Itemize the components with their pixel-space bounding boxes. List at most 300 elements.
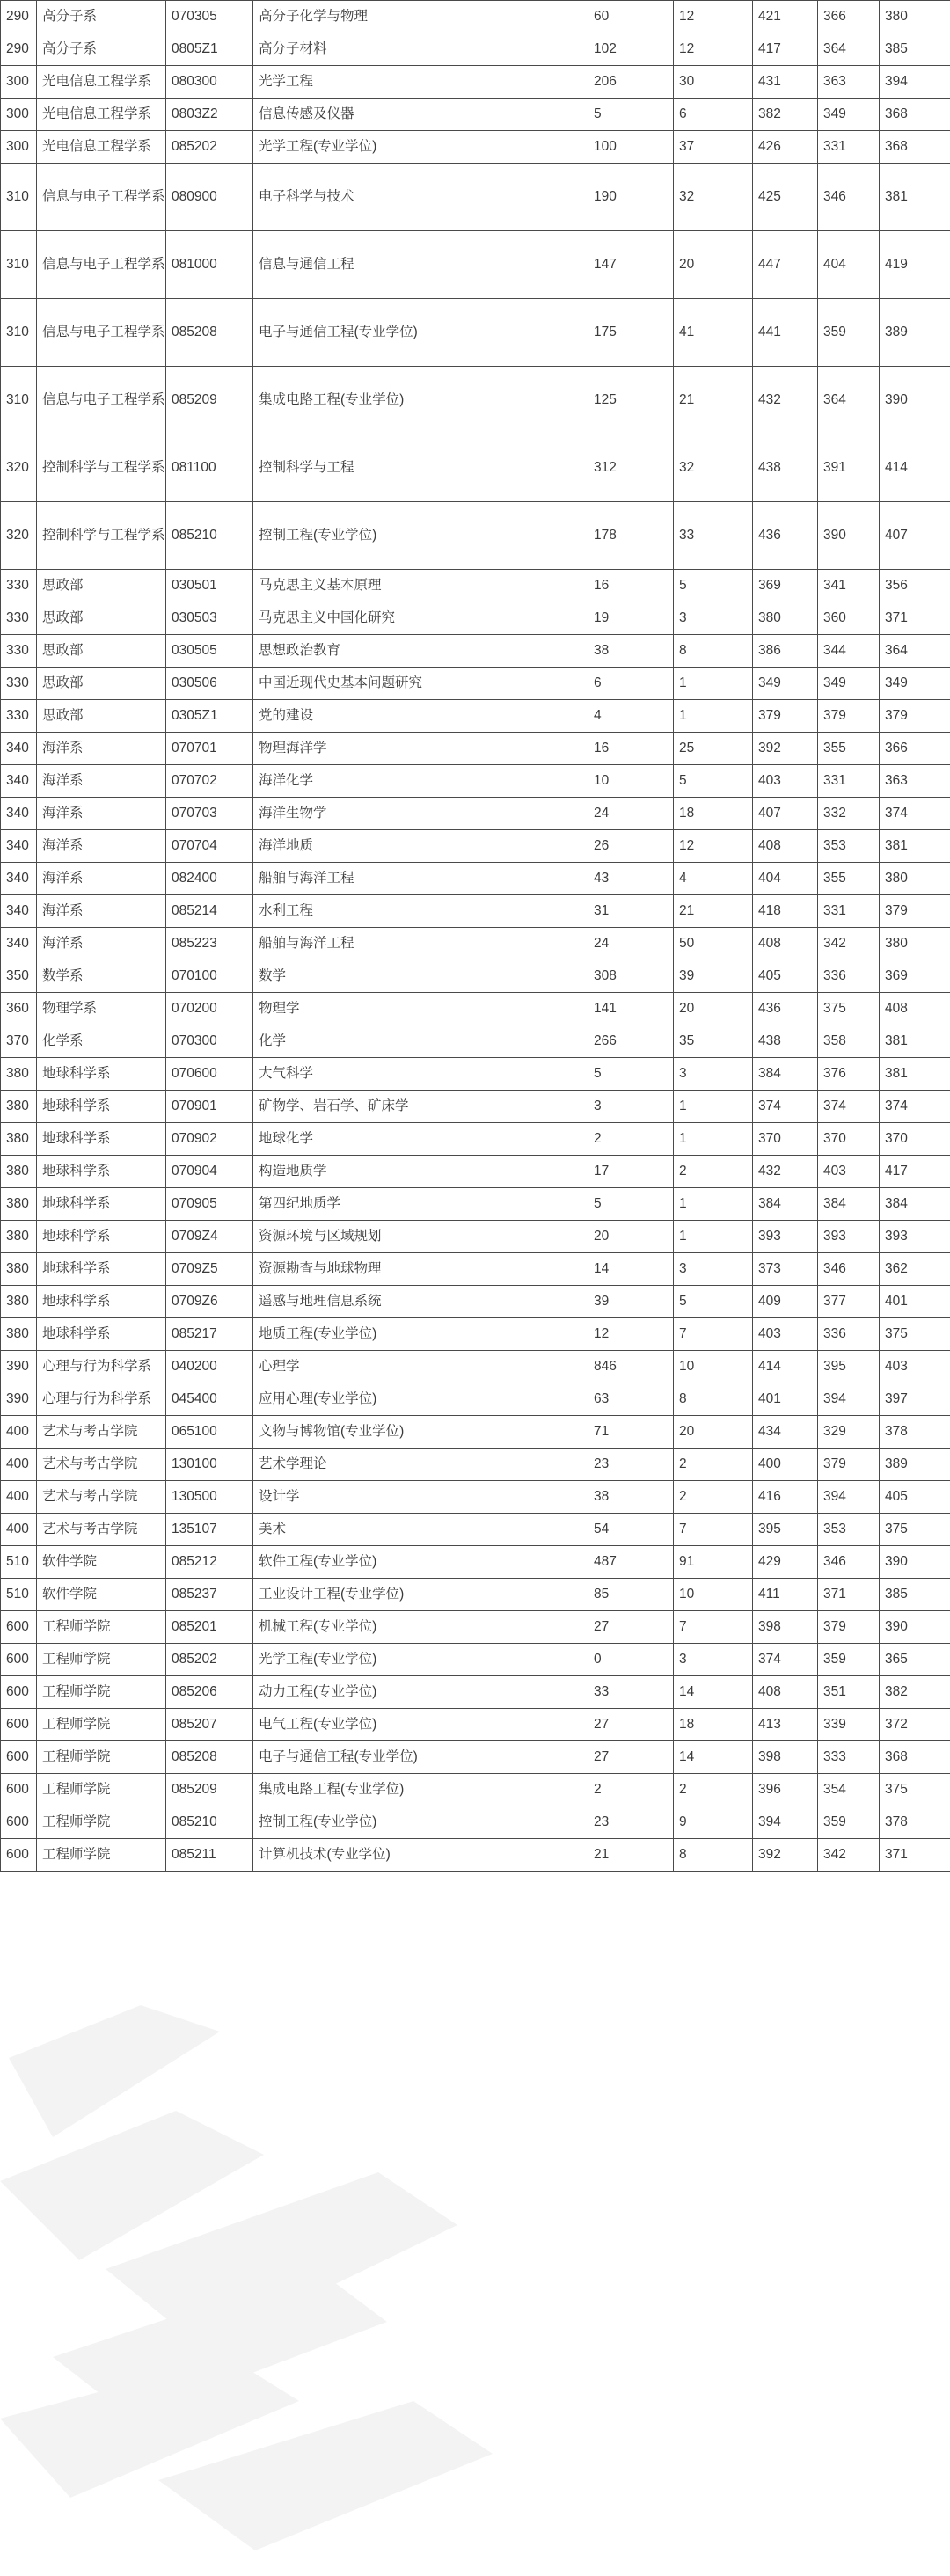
cell-applied: 147 xyxy=(588,231,674,299)
cell-applied: 14 xyxy=(588,1253,674,1286)
cell-high: 384 xyxy=(753,1188,818,1221)
table-row xyxy=(1,66,950,99)
cell-major_code: 085212 xyxy=(166,1546,253,1579)
cell-dept: 地球科学系 xyxy=(37,1156,166,1188)
cell-major_code: 085211 xyxy=(166,1839,253,1872)
cell-avg: 389 xyxy=(880,299,950,367)
cell-avg: 379 xyxy=(880,895,950,928)
cell-major: 控制工程(专业学位) xyxy=(253,502,588,570)
cell-code: 510 xyxy=(1,1579,37,1611)
cell-major_code: 070200 xyxy=(166,993,253,1025)
cell-major_code: 130500 xyxy=(166,1481,253,1514)
cell-low: 349 xyxy=(818,99,880,131)
cell-high: 432 xyxy=(753,367,818,434)
cell-dept: 工程师学院 xyxy=(37,1611,166,1644)
cell-code: 600 xyxy=(1,1709,37,1741)
cell-low: 346 xyxy=(818,164,880,231)
cell-code: 290 xyxy=(1,1,37,33)
cell-dept: 地球科学系 xyxy=(37,1188,166,1221)
cell-major: 物理海洋学 xyxy=(253,733,588,765)
table-row xyxy=(1,1091,950,1123)
cell-major_code: 085217 xyxy=(166,1318,253,1351)
cell-major: 美术 xyxy=(253,1514,588,1546)
cell-major: 电子与通信工程(专业学位) xyxy=(253,1741,588,1774)
cell-major_code: 0709Z5 xyxy=(166,1253,253,1286)
cell-major: 船舶与海洋工程 xyxy=(253,928,588,960)
cell-low: 331 xyxy=(818,895,880,928)
cell-low: 394 xyxy=(818,1481,880,1514)
cell-admitted: 21 xyxy=(674,895,753,928)
cell-major_code: 085209 xyxy=(166,367,253,434)
cell-major: 海洋化学 xyxy=(253,765,588,798)
table-row xyxy=(1,502,950,570)
cell-dept: 思政部 xyxy=(37,635,166,668)
cell-major_code: 085207 xyxy=(166,1709,253,1741)
cell-low: 358 xyxy=(818,1025,880,1058)
table-row xyxy=(1,367,950,434)
table-row xyxy=(1,1546,950,1579)
table-row xyxy=(1,1123,950,1156)
table-row xyxy=(1,863,950,895)
cell-avg: 385 xyxy=(880,1579,950,1611)
cell-admitted: 33 xyxy=(674,502,753,570)
cell-dept: 高分子系 xyxy=(37,33,166,66)
cell-admitted: 6 xyxy=(674,99,753,131)
cell-applied: 190 xyxy=(588,164,674,231)
cell-major_code: 070904 xyxy=(166,1156,253,1188)
cell-major: 电子科学与技术 xyxy=(253,164,588,231)
cell-avg: 419 xyxy=(880,231,950,299)
cell-applied: 3 xyxy=(588,1091,674,1123)
cell-major: 信息与通信工程 xyxy=(253,231,588,299)
cell-major_code: 085237 xyxy=(166,1579,253,1611)
cell-avg: 382 xyxy=(880,1676,950,1709)
cell-major: 海洋生物学 xyxy=(253,798,588,830)
cell-code: 300 xyxy=(1,131,37,164)
cell-high: 436 xyxy=(753,502,818,570)
cell-low: 379 xyxy=(818,700,880,733)
cell-applied: 125 xyxy=(588,367,674,434)
cell-major: 大气科学 xyxy=(253,1058,588,1091)
cell-admitted: 5 xyxy=(674,570,753,602)
cell-dept: 信息与电子工程学系 xyxy=(37,367,166,434)
cell-applied: 38 xyxy=(588,1481,674,1514)
cell-low: 359 xyxy=(818,1806,880,1839)
cell-admitted: 2 xyxy=(674,1156,753,1188)
cell-admitted: 3 xyxy=(674,1253,753,1286)
cell-applied: 20 xyxy=(588,1221,674,1253)
cell-code: 330 xyxy=(1,602,37,635)
cell-code: 370 xyxy=(1,1025,37,1058)
cell-high: 382 xyxy=(753,99,818,131)
cell-dept: 信息与电子工程学系 xyxy=(37,299,166,367)
cell-low: 404 xyxy=(818,231,880,299)
cell-code: 330 xyxy=(1,635,37,668)
cell-high: 426 xyxy=(753,131,818,164)
cell-low: 355 xyxy=(818,733,880,765)
cell-dept: 光电信息工程学系 xyxy=(37,66,166,99)
cell-high: 407 xyxy=(753,798,818,830)
table-row xyxy=(1,700,950,733)
cell-applied: 23 xyxy=(588,1449,674,1481)
cell-code: 380 xyxy=(1,1221,37,1253)
table-row xyxy=(1,1,950,33)
cell-admitted: 50 xyxy=(674,928,753,960)
cell-code: 340 xyxy=(1,830,37,863)
cell-major_code: 045400 xyxy=(166,1383,253,1416)
cell-low: 376 xyxy=(818,1058,880,1091)
cell-dept: 工程师学院 xyxy=(37,1644,166,1676)
cell-major_code: 0805Z1 xyxy=(166,33,253,66)
cell-dept: 信息与电子工程学系 xyxy=(37,164,166,231)
table-row xyxy=(1,668,950,700)
cell-avg: 364 xyxy=(880,635,950,668)
cell-admitted: 3 xyxy=(674,602,753,635)
cell-major_code: 070300 xyxy=(166,1025,253,1058)
cell-major: 思想政治教育 xyxy=(253,635,588,668)
cell-high: 398 xyxy=(753,1741,818,1774)
cell-code: 380 xyxy=(1,1286,37,1318)
cell-low: 355 xyxy=(818,863,880,895)
table-row xyxy=(1,164,950,231)
cell-high: 431 xyxy=(753,66,818,99)
cell-dept: 海洋系 xyxy=(37,765,166,798)
table-row xyxy=(1,1839,950,1872)
cell-avg: 381 xyxy=(880,830,950,863)
cell-dept: 海洋系 xyxy=(37,830,166,863)
cell-low: 331 xyxy=(818,765,880,798)
cell-dept: 思政部 xyxy=(37,700,166,733)
cell-applied: 71 xyxy=(588,1416,674,1449)
background-watermark xyxy=(0,2005,545,2568)
cell-high: 392 xyxy=(753,733,818,765)
cell-applied: 33 xyxy=(588,1676,674,1709)
cell-code: 380 xyxy=(1,1188,37,1221)
cell-avg: 372 xyxy=(880,1709,950,1741)
cell-applied: 5 xyxy=(588,99,674,131)
cell-applied: 312 xyxy=(588,434,674,502)
cell-major: 软件工程(专业学位) xyxy=(253,1546,588,1579)
cell-applied: 38 xyxy=(588,635,674,668)
cell-admitted: 1 xyxy=(674,1091,753,1123)
cell-low: 393 xyxy=(818,1221,880,1253)
cell-applied: 102 xyxy=(588,33,674,66)
cell-low: 403 xyxy=(818,1156,880,1188)
cell-major: 应用心理(专业学位) xyxy=(253,1383,588,1416)
cell-low: 331 xyxy=(818,131,880,164)
cell-applied: 141 xyxy=(588,993,674,1025)
cell-admitted: 1 xyxy=(674,1188,753,1221)
cell-major: 计算机技术(专业学位) xyxy=(253,1839,588,1872)
cell-avg: 390 xyxy=(880,367,950,434)
cell-high: 395 xyxy=(753,1514,818,1546)
cell-low: 359 xyxy=(818,299,880,367)
cell-applied: 26 xyxy=(588,830,674,863)
cell-high: 398 xyxy=(753,1611,818,1644)
cell-major_code: 085202 xyxy=(166,1644,253,1676)
cell-admitted: 37 xyxy=(674,131,753,164)
cell-major_code: 070701 xyxy=(166,733,253,765)
cell-applied: 10 xyxy=(588,765,674,798)
cell-high: 405 xyxy=(753,960,818,993)
cell-code: 600 xyxy=(1,1774,37,1806)
cell-major_code: 070905 xyxy=(166,1188,253,1221)
cell-admitted: 14 xyxy=(674,1741,753,1774)
cell-admitted: 39 xyxy=(674,960,753,993)
cell-major_code: 030501 xyxy=(166,570,253,602)
cell-major: 地质工程(专业学位) xyxy=(253,1318,588,1351)
cell-low: 346 xyxy=(818,1546,880,1579)
cell-major: 艺术学理论 xyxy=(253,1449,588,1481)
cell-low: 390 xyxy=(818,502,880,570)
cell-avg: 371 xyxy=(880,1839,950,1872)
cell-major_code: 070902 xyxy=(166,1123,253,1156)
cell-admitted: 12 xyxy=(674,830,753,863)
table-row xyxy=(1,928,950,960)
cell-low: 349 xyxy=(818,668,880,700)
cell-admitted: 21 xyxy=(674,367,753,434)
cell-admitted: 1 xyxy=(674,1123,753,1156)
cell-code: 380 xyxy=(1,1318,37,1351)
cell-avg: 380 xyxy=(880,928,950,960)
cell-applied: 2 xyxy=(588,1123,674,1156)
cell-high: 414 xyxy=(753,1351,818,1383)
cell-dept: 工程师学院 xyxy=(37,1741,166,1774)
cell-major: 数学 xyxy=(253,960,588,993)
cell-code: 390 xyxy=(1,1351,37,1383)
cell-code: 310 xyxy=(1,299,37,367)
table-row xyxy=(1,99,950,131)
cell-dept: 心理与行为科学系 xyxy=(37,1383,166,1416)
table-row xyxy=(1,434,950,502)
cell-admitted: 2 xyxy=(674,1774,753,1806)
cell-high: 413 xyxy=(753,1709,818,1741)
cell-admitted: 10 xyxy=(674,1351,753,1383)
cell-major: 文物与博物馆(专业学位) xyxy=(253,1416,588,1449)
table-row xyxy=(1,1025,950,1058)
cell-major: 地球化学 xyxy=(253,1123,588,1156)
table-row xyxy=(1,830,950,863)
cell-code: 400 xyxy=(1,1481,37,1514)
cell-major_code: 085209 xyxy=(166,1774,253,1806)
cell-admitted: 32 xyxy=(674,434,753,502)
cell-high: 434 xyxy=(753,1416,818,1449)
cell-high: 380 xyxy=(753,602,818,635)
cell-high: 401 xyxy=(753,1383,818,1416)
cell-low: 363 xyxy=(818,66,880,99)
cell-major: 光学工程(专业学位) xyxy=(253,131,588,164)
cell-low: 394 xyxy=(818,1383,880,1416)
cell-applied: 43 xyxy=(588,863,674,895)
cell-applied: 100 xyxy=(588,131,674,164)
cell-low: 375 xyxy=(818,993,880,1025)
cell-applied: 6 xyxy=(588,668,674,700)
table-row xyxy=(1,1806,950,1839)
cell-dept: 艺术与考古学院 xyxy=(37,1514,166,1546)
cell-admitted: 5 xyxy=(674,765,753,798)
cell-applied: 24 xyxy=(588,928,674,960)
cell-dept: 工程师学院 xyxy=(37,1709,166,1741)
cell-major_code: 070600 xyxy=(166,1058,253,1091)
cell-high: 403 xyxy=(753,1318,818,1351)
cell-low: 359 xyxy=(818,1644,880,1676)
cell-high: 436 xyxy=(753,993,818,1025)
cell-code: 330 xyxy=(1,700,37,733)
cell-applied: 4 xyxy=(588,700,674,733)
cell-code: 600 xyxy=(1,1741,37,1774)
cell-code: 330 xyxy=(1,668,37,700)
cell-major: 心理学 xyxy=(253,1351,588,1383)
table-row xyxy=(1,765,950,798)
table-row xyxy=(1,131,950,164)
cell-major_code: 081100 xyxy=(166,434,253,502)
cell-major: 资源勘查与地球物理 xyxy=(253,1253,588,1286)
cell-major: 第四纪地质学 xyxy=(253,1188,588,1221)
cell-applied: 16 xyxy=(588,733,674,765)
cell-major: 马克思主义基本原理 xyxy=(253,570,588,602)
cell-high: 386 xyxy=(753,635,818,668)
cell-avg: 378 xyxy=(880,1416,950,1449)
cell-applied: 846 xyxy=(588,1351,674,1383)
cell-avg: 380 xyxy=(880,863,950,895)
cell-dept: 工程师学院 xyxy=(37,1839,166,1872)
cell-low: 370 xyxy=(818,1123,880,1156)
cell-code: 600 xyxy=(1,1806,37,1839)
cell-dept: 软件学院 xyxy=(37,1579,166,1611)
cell-admitted: 91 xyxy=(674,1546,753,1579)
cell-dept: 物理学系 xyxy=(37,993,166,1025)
table-row xyxy=(1,33,950,66)
cell-high: 438 xyxy=(753,1025,818,1058)
cell-major_code: 085210 xyxy=(166,1806,253,1839)
cell-major: 动力工程(专业学位) xyxy=(253,1676,588,1709)
cell-admitted: 20 xyxy=(674,231,753,299)
cell-low: 346 xyxy=(818,1253,880,1286)
table-row xyxy=(1,1221,950,1253)
cell-avg: 381 xyxy=(880,164,950,231)
cell-avg: 362 xyxy=(880,1253,950,1286)
cell-high: 379 xyxy=(753,700,818,733)
cell-admitted: 14 xyxy=(674,1676,753,1709)
cell-high: 394 xyxy=(753,1806,818,1839)
cell-applied: 0 xyxy=(588,1644,674,1676)
cell-applied: 63 xyxy=(588,1383,674,1416)
table-row xyxy=(1,1351,950,1383)
cell-major_code: 0803Z2 xyxy=(166,99,253,131)
table-row xyxy=(1,1286,950,1318)
cell-dept: 控制科学与工程学系 xyxy=(37,502,166,570)
cell-admitted: 8 xyxy=(674,1383,753,1416)
cell-high: 369 xyxy=(753,570,818,602)
cell-dept: 海洋系 xyxy=(37,863,166,895)
cell-applied: 27 xyxy=(588,1611,674,1644)
cell-admitted: 12 xyxy=(674,1,753,33)
table-row xyxy=(1,798,950,830)
cell-admitted: 5 xyxy=(674,1286,753,1318)
cell-high: 374 xyxy=(753,1644,818,1676)
cell-major: 遥感与地理信息系统 xyxy=(253,1286,588,1318)
cell-code: 310 xyxy=(1,231,37,299)
cell-admitted: 20 xyxy=(674,1416,753,1449)
cell-low: 354 xyxy=(818,1774,880,1806)
cell-admitted: 12 xyxy=(674,33,753,66)
cell-admitted: 18 xyxy=(674,1709,753,1741)
cell-dept: 艺术与考古学院 xyxy=(37,1416,166,1449)
cell-major: 工业设计工程(专业学位) xyxy=(253,1579,588,1611)
cell-high: 438 xyxy=(753,434,818,502)
cell-major_code: 135107 xyxy=(166,1514,253,1546)
cell-admitted: 18 xyxy=(674,798,753,830)
cell-low: 336 xyxy=(818,1318,880,1351)
cell-avg: 407 xyxy=(880,502,950,570)
cell-applied: 54 xyxy=(588,1514,674,1546)
cell-major_code: 070702 xyxy=(166,765,253,798)
cell-avg: 366 xyxy=(880,733,950,765)
cell-dept: 艺术与考古学院 xyxy=(37,1449,166,1481)
cell-applied: 308 xyxy=(588,960,674,993)
cell-major: 电子与通信工程(专业学位) xyxy=(253,299,588,367)
cell-high: 404 xyxy=(753,863,818,895)
cell-high: 447 xyxy=(753,231,818,299)
table-row xyxy=(1,895,950,928)
cell-major_code: 085214 xyxy=(166,895,253,928)
cell-applied: 12 xyxy=(588,1318,674,1351)
cell-code: 400 xyxy=(1,1514,37,1546)
cell-major: 光学工程 xyxy=(253,66,588,99)
table-row xyxy=(1,993,950,1025)
cell-admitted: 1 xyxy=(674,668,753,700)
cell-major: 高分子化学与物理 xyxy=(253,1,588,33)
table-row xyxy=(1,1383,950,1416)
cell-low: 379 xyxy=(818,1611,880,1644)
cell-admitted: 7 xyxy=(674,1611,753,1644)
cell-admitted: 2 xyxy=(674,1481,753,1514)
cell-major: 控制科学与工程 xyxy=(253,434,588,502)
cell-major: 设计学 xyxy=(253,1481,588,1514)
cell-major: 控制工程(专业学位) xyxy=(253,1806,588,1839)
cell-low: 342 xyxy=(818,928,880,960)
cell-major: 电气工程(专业学位) xyxy=(253,1709,588,1741)
cell-high: 373 xyxy=(753,1253,818,1286)
cell-admitted: 10 xyxy=(674,1579,753,1611)
cell-high: 392 xyxy=(753,1839,818,1872)
cell-avg: 385 xyxy=(880,33,950,66)
cell-dept: 心理与行为科学系 xyxy=(37,1351,166,1383)
cell-high: 400 xyxy=(753,1449,818,1481)
cell-avg: 369 xyxy=(880,960,950,993)
cell-major_code: 0709Z6 xyxy=(166,1286,253,1318)
table-row xyxy=(1,231,950,299)
cell-code: 340 xyxy=(1,895,37,928)
cell-code: 290 xyxy=(1,33,37,66)
cell-major_code: 130100 xyxy=(166,1449,253,1481)
cell-high: 393 xyxy=(753,1221,818,1253)
cell-avg: 381 xyxy=(880,1025,950,1058)
table-row xyxy=(1,1253,950,1286)
cell-major_code: 080900 xyxy=(166,164,253,231)
cell-low: 332 xyxy=(818,798,880,830)
table-row xyxy=(1,1676,950,1709)
cell-major_code: 030503 xyxy=(166,602,253,635)
cell-high: 417 xyxy=(753,33,818,66)
cell-code: 510 xyxy=(1,1546,37,1579)
cell-low: 384 xyxy=(818,1188,880,1221)
cell-code: 350 xyxy=(1,960,37,993)
cell-dept: 地球科学系 xyxy=(37,1286,166,1318)
cell-high: 408 xyxy=(753,1676,818,1709)
cell-major_code: 0709Z4 xyxy=(166,1221,253,1253)
cell-code: 600 xyxy=(1,1676,37,1709)
